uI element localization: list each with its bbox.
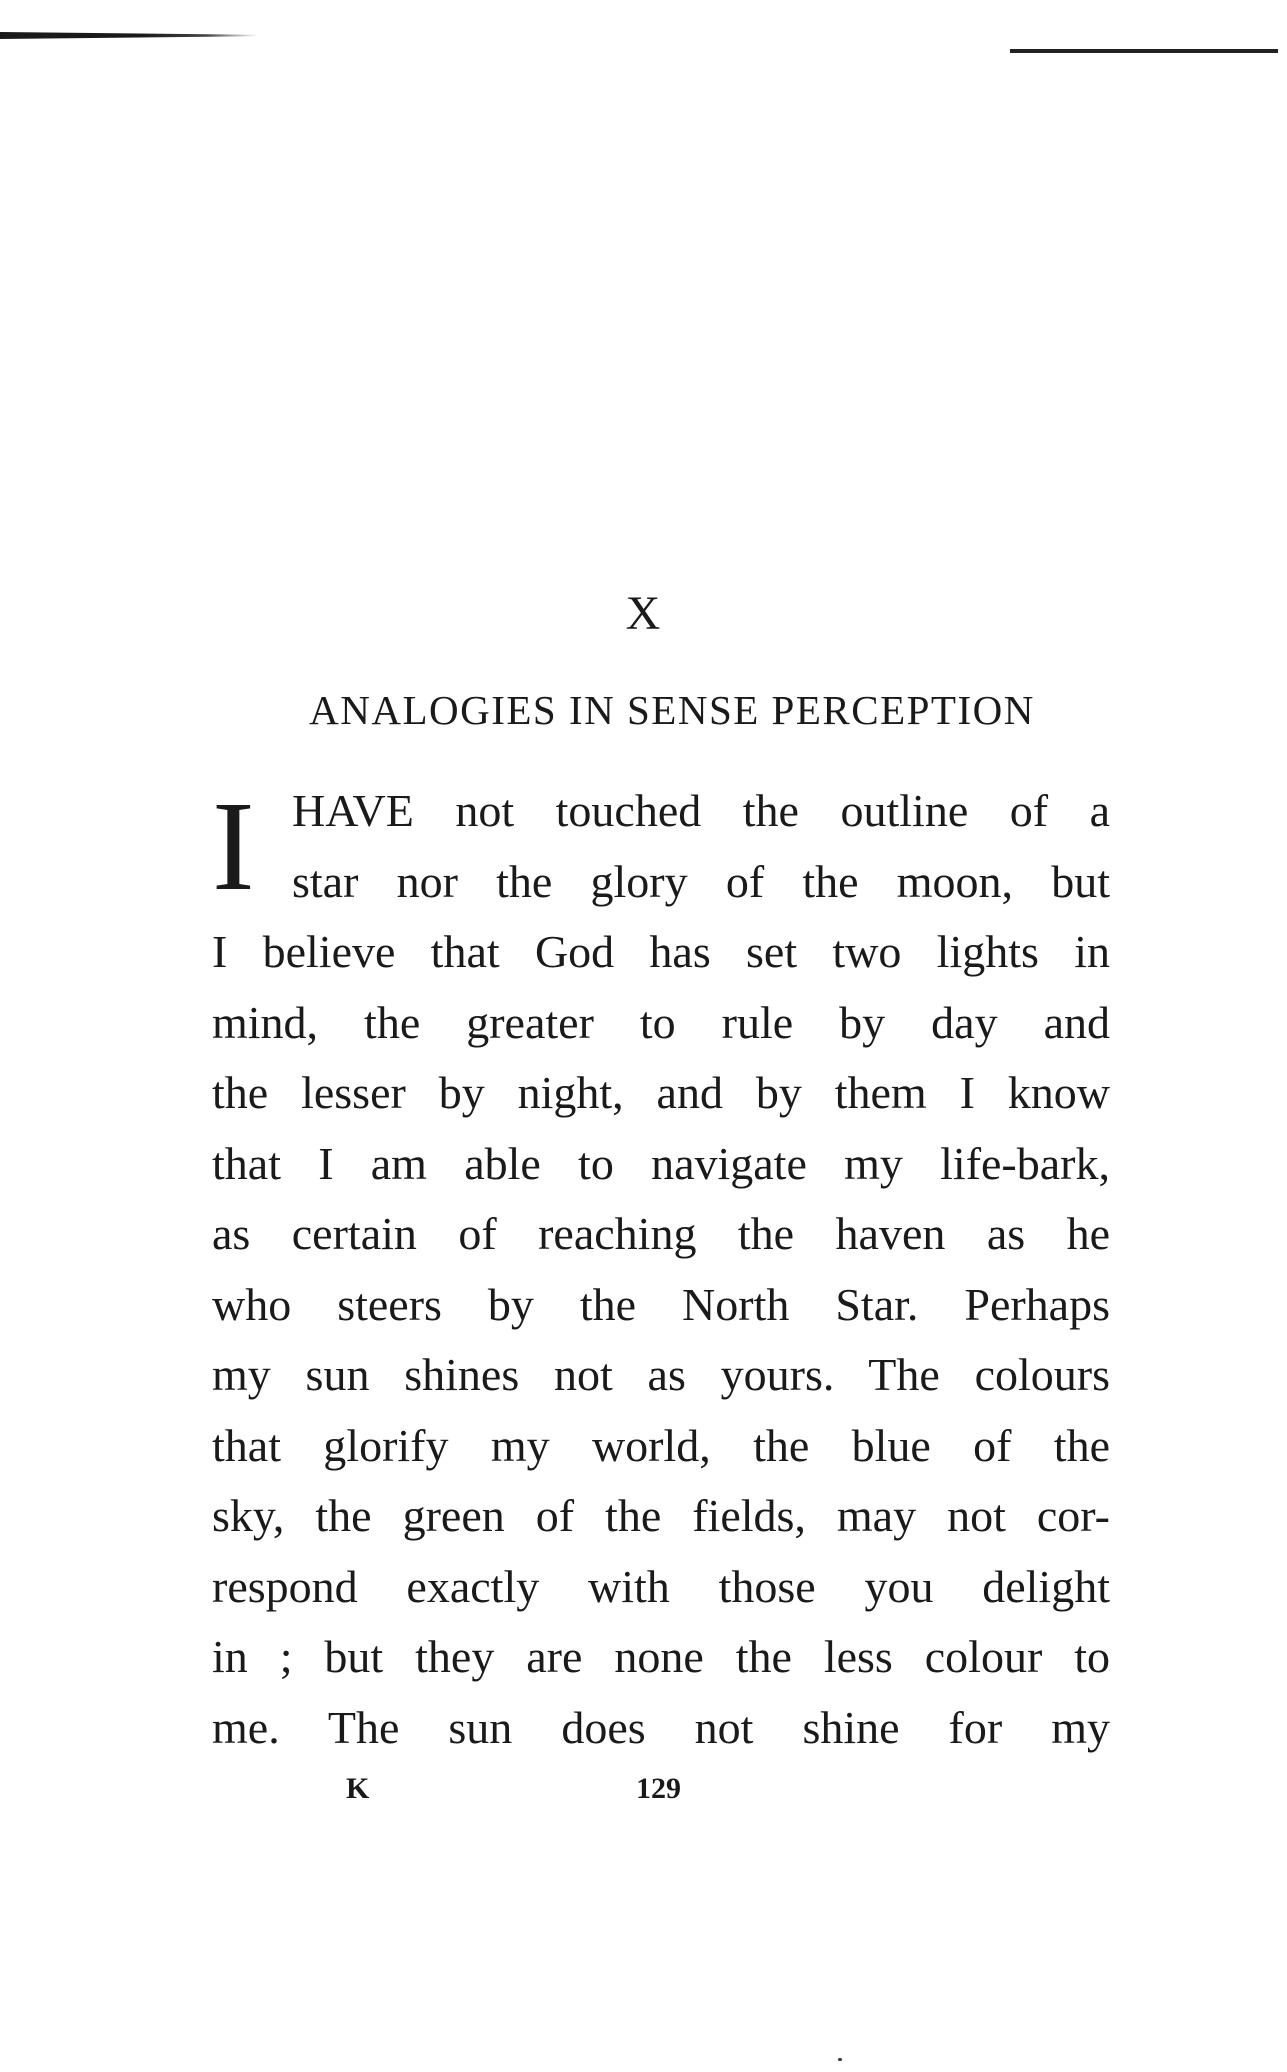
text-line: me. The sun does not shine for my [212, 1701, 1110, 1753]
text-line: as certain of reaching the haven as he [212, 1208, 1110, 1259]
text-line: that glorify my world, the blue of the [212, 1419, 1110, 1471]
text-line: that I am able to navigate my life-bark, [212, 1137, 1110, 1189]
drop-cap: I [212, 775, 255, 917]
top-left-rule [0, 32, 258, 39]
text-line: the lesser by night, and by them I know [212, 1067, 1110, 1118]
top-right-rule [1010, 49, 1278, 53]
chapter-number: X [625, 587, 662, 640]
signature-mark: K [346, 1772, 370, 1805]
text-line: respond exactly with those you delight [212, 1560, 1110, 1612]
text-line: mind, the greater to rule by day and [212, 996, 1110, 1048]
page-number: 129 [636, 1772, 681, 1805]
text-line: sky, the green of the fields, may not cor- [212, 1490, 1110, 1541]
ink-speck [838, 2058, 842, 2061]
text-line: my sun shines not as yours. The colours [212, 1349, 1110, 1400]
text-line: who steers by the North Star. Perhaps [212, 1278, 1110, 1330]
text-line: HAVE not touched the outline of a [292, 785, 1110, 836]
page-footer [0, 1772, 1287, 1812]
text-line: I believe that God has set two lights in [212, 926, 1110, 977]
text-line: in ; but they are none the less colour to [212, 1631, 1110, 1682]
body-text [212, 776, 1110, 1763]
text-line: star nor the glory of the moon, but [292, 855, 1110, 907]
chapter-title: ANALOGIES IN SENSE PERCEPTION [309, 687, 1035, 733]
